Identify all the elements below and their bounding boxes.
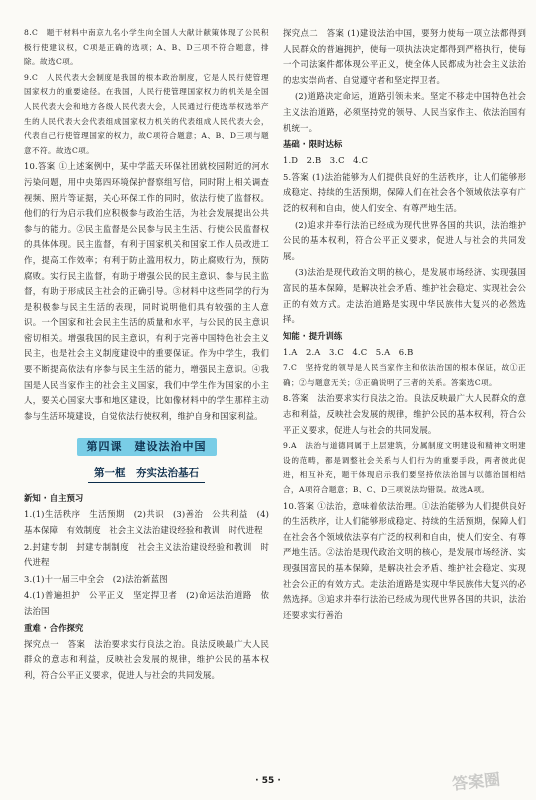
answer-q5-part2: (2)追求并奉行法治已经成为现代世界各国的共识，法治维护公民的基本权利，符合公平正义要求，促进人与社会的共同发展。	[283, 219, 526, 261]
watermark-logo: 答案圈	[451, 769, 501, 794]
unit-title-text: 第一框 夯实法治基石	[88, 464, 205, 483]
answer-q8-right: 8.答案 法治要求实行良法之治。良法反映最广大人民群众的意志和利益，反映社会发展的规律，维护公民的基本权利，符合公平正义要求，促进人与社会的共同发展。	[283, 393, 526, 435]
section-heading-xinzhi: 新知 · 自主预习	[24, 493, 84, 504]
xinzhi-item-3: 3.(1)十一届三中全会 (2)法治新蓝图	[24, 573, 168, 584]
answer-q8: 8.C 题干材料中南京九名小学生向全国人大献计献策体现了公民积极行使建议权，C项是正确的选项；A、B、D三项不符合题意，排除。故选C项。	[24, 28, 269, 67]
section-heading-tanjiu: 重难 · 合作探究	[24, 622, 84, 633]
answer-q5-part3: (3)法治是现代政治文明的核心，是发展市场经济、实现强国富民的基本保障，是解决社会矛盾、维护社会稳定、实现社会公正的有效方式。走法治道路是实现中华民族伟大复兴的必然选择。	[283, 267, 526, 325]
xinzhi-item-1: 1.(1)生活秩序 生活预期 (2)共识 (3)善治 公共利益 (4)基本保障 有效制度 社会主义法治建设经验和教训 时代进程	[24, 509, 269, 536]
answer-q9-right: 9.A 法治与道德同属于上层建筑，分属制度文明建设和精神文明建设的范畴，都是调整社会关系与人们行为的重要手段，两者彼此促进，相互补充，题干体现启示我们要坚持依法治国与以德治国相结合，A项符合题意；B、C、D三项说法均错误。故选A项。	[283, 441, 526, 495]
left-column	[24, 26, 269, 684]
right-column	[283, 26, 526, 624]
section-heading-jichu: 基础 · 限时达标	[283, 139, 343, 150]
answer-q10-right: 10.答案 ①法治，意味着依法治理。①法治能够为人们提供良好的生活秩序，让人们能够形成稳定、持续的生活预期，保障人们在社会各个领域依法享有广泛的权利和自由，使人们安全、有尊严地生活。②法治是现代政治文明的核心，是发展市场经济、实现强国富民的基本保障，是解决社会矛盾、维护社会稳定、实现社会公正的有效方式。走法治道路是实现中华民族伟大复兴的必然选择。③追求并奉行法治已经成为现代世界各国的共识，法治还要求实行善治	[283, 500, 526, 620]
page-number: · 55 ·	[255, 776, 281, 786]
tanjiu-point-2: 探究点二 答案 (1)建设法治中国，要努力使每一项立法都得到人民群众的普遍拥护，使每一项执法决定都得到严格执行，使每一个司法案件都体现公平正义，使全体人民都成为社会主义法治的忠实崇尚者、自觉遵守者和坚定捍卫者。	[283, 28, 526, 85]
answer-q10: 10.答案 ①上述案例中，某中学蓝天环保社团就校园附近的河水污染问题，用中央第四环境保护督察组写信，同时附上相关调查视频、照片等证据，关心环保工作的同时，依法行使了监督权。他们的行为启示我们应积极参与政治生活，为社会发展提出公共参与的能力。②民主监督是公民参与民主生活、行使公民监督权的具体体现。民主监督，有利于国家机关和国家工作人员改进工作，提高工作效率；有利于防止滥用权力，防止腐败行为，预防腐败。实行民主监督，有助于增强公民的民主意识、参与民主监督，有助于形成民主社会的正确引导。③材料中这些同学的行为是积极参与民主生活的表现，同时说明他们具有较强的主人意识。一个国家和社会民主生活的质量和水平，与公民的民主意识密切相关。增强我国的民主意识，有利于完善中国特色社会主义民主，也是社会主义制度建设中的重要保证。作为中学生，我们要不断提高依法有序参与民主生活的能力，增强民主意识。④我国是人民当家作主的社会主义国家，我们中学生作为国家的小主人，要关心国家大事和地区建设，比如像材料中的学生那样主动参与生活环境建设，自觉依法行使权利，维护自身和国家利益。	[24, 161, 269, 421]
jichu-answers: 1.D 2.B 3.C 4.C	[283, 155, 369, 166]
lesson-title: 第四课 建设法治中国	[77, 438, 217, 456]
answer-q9: 9.C 人民代表大会制度是我国的根本政治制度，它是人民行使管理国家权力的重要途径。在我国，人民行使管理国家权力的机关是全国人民代表大会和地方各级人民代表大会，人民通过行使选举权选举产生的人民代表大会代表组成国家权力机关的代表组成人民代表大会，代表自己行使管理国家的权力，故C项符合题意；A、B、D三项与题意不符。故选C项。	[24, 72, 269, 155]
unit-title	[24, 464, 269, 483]
xinzhi-item-2: 2.封建专制 封建专制制度 社会主义法治建设经验和教训 时代进程	[24, 541, 269, 568]
section-heading-zhineng: 知能 · 提升训练	[283, 330, 343, 341]
answer-q7-right: 7.C 坚持党的领导是人民当家作主和依法治国的根本保证，故①正确；②与题意无关；③正确说明了三者的关系。答案选C项。	[283, 363, 526, 387]
tanjiu-point-2b: (2)道路决定命运，道路引领未来。坚定不移走中国特色社会主义法治道路，必须坚持党的领导、人民当家作主、依法治国有机统一。	[283, 91, 526, 133]
xinzhi-item-4: 4.(1)普遍担护 公平正义 坚定捍卫者 (2)命运法治道路 依法治国	[24, 590, 269, 616]
zhineng-answers: 1.A 2.A 3.C 4.C 5.A 6.B	[283, 346, 414, 357]
tanjiu-point-1: 探究点一 答案 法治要求实行良法之治。良法反映最广大人民群众的意志和利益，反映社会发展的规律，维护公民的基本权利，符合公平正义要求，促进人与社会的共同发展。	[24, 638, 269, 680]
answer-q5-part1: 5.答案 (1)法治能够为人们提供良好的生活秩序，让人们能够形成稳定、持续的生活预期，保障人们在社会各个领域依法享有广泛的权利和自由，使人们安全、有尊严地生活。	[283, 171, 526, 213]
